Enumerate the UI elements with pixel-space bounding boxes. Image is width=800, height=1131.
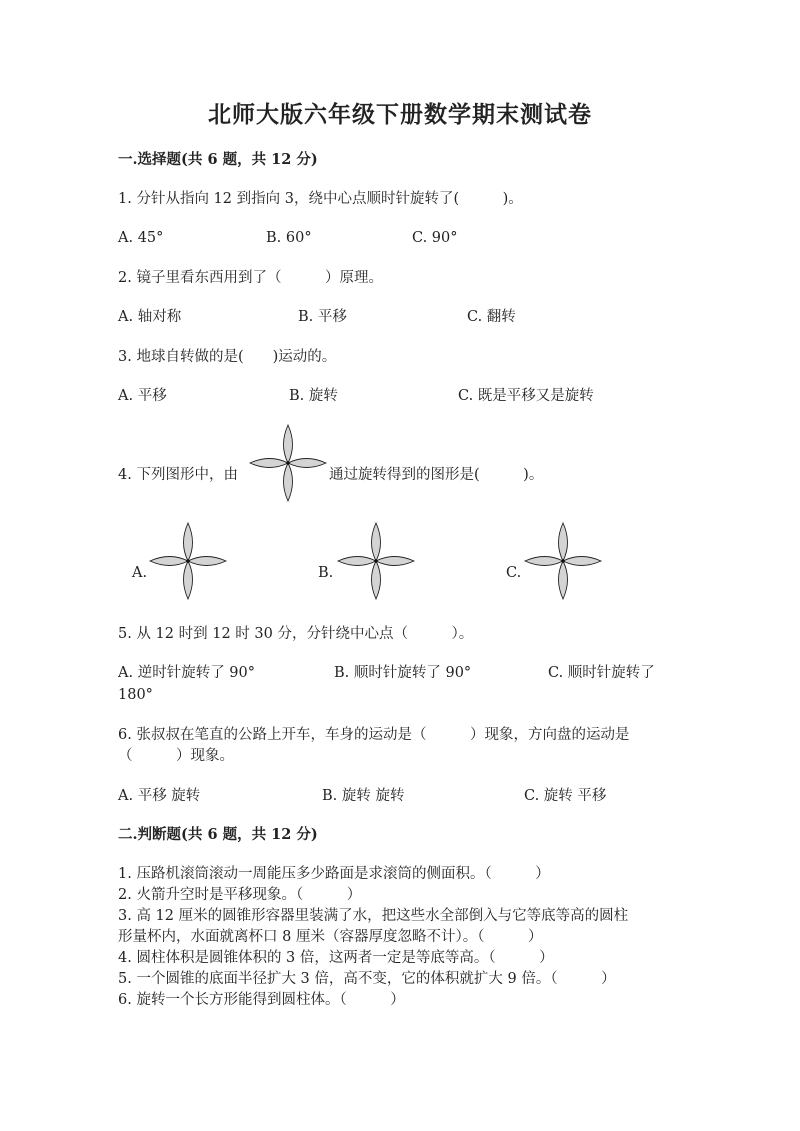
judge-item-1: 1. 压路机滚筒滚动一周能压多少路面是求滚筒的侧面积。（ ） [118,866,550,882]
q1-option-c: C. 90° [412,230,458,246]
judge-item-3-line2: 形量杯内，水面就离杯口 8 厘米（容器厚度忽略不计）。（ ） [118,929,543,945]
q2-option-c: C. 翻转 [467,309,516,325]
q1-option-b: B. 60° [266,230,312,246]
section-heading-judgement: 二.判断题(共 6 题，共 12 分) [118,826,318,843]
q6-option-b: B. 旋转 旋转 [322,788,405,804]
q5-stem: 5. 从 12 时到 12 时 30 分，分针绕中心点（ ）。 [118,626,474,642]
judge-item-6: 6. 旋转一个长方形能得到圆柱体。（ ） [118,992,405,1008]
q2-option-a: A. 轴对称 [118,309,182,325]
q3-option-c: C. 既是平移又是旋转 [458,388,594,404]
judge-item-4: 4. 圆柱体积是圆锥体积的 3 倍，这两者一定是等底等高。（ ） [118,950,554,966]
q2-stem: 2. 镜子里看东西用到了（ ）原理。 [118,270,383,286]
q5-option-c-continued: 180° [118,687,153,703]
page-title: 北师大版六年级下册数学期末测试卷 [208,101,592,128]
q4-option-c-figure [523,521,603,601]
q3-stem: 3. 地球自转做的是( )运动的。 [118,349,337,365]
judge-item-3-line1: 3. 高 12 厘米的圆锥形容器里装满了水，把这些水全部倒入与它等底等高的圆柱 [118,908,629,924]
q1-stem: 1. 分针从指向 12 到指向 3，绕中心点顺时针旋转了( )。 [118,191,523,207]
q4-reference-flower-figure [248,423,328,503]
q6-option-c: C. 旋转 平移 [524,788,607,804]
q3-option-a: A. 平移 [118,388,167,404]
q3-option-b: B. 旋转 [289,388,338,404]
q4-stem-post: 通过旋转得到的图形是( )。 [329,467,544,483]
q4-option-b-label: B. [318,565,334,581]
section-heading-choice: 一.选择题(共 6 题，共 12 分) [118,151,318,168]
q5-option-b: B. 顺时针旋转了 90° [334,665,472,681]
judge-item-2: 2. 火箭升空时是平移现象。（ ） [118,887,362,903]
q5-option-a: A. 逆时针旋转了 90° [118,665,255,681]
q2-option-b: B. 平移 [298,309,347,325]
q4-option-a-label: A. [132,565,148,581]
q4-option-c-label: C. [506,565,522,581]
q1-option-a: A. 45° [118,230,164,246]
q6-stem-line2: （ ）现象。 [118,748,234,764]
q4-option-b-figure [336,521,416,601]
q6-stem-line1: 6. 张叔叔在笔直的公路上开车，车身的运动是（ ）现象，方向盘的运动是 [118,727,630,743]
q4-option-a-figure [148,521,228,601]
q4-stem-pre: 4. 下列图形中，由 [118,467,238,483]
judge-item-5: 5. 一个圆锥的底面半径扩大 3 倍，高不变，它的体积就扩大 9 倍。（ ） [118,971,616,987]
q5-option-c: C. 顺时针旋转了 [548,665,655,681]
q6-option-a: A. 平移 旋转 [118,788,201,804]
